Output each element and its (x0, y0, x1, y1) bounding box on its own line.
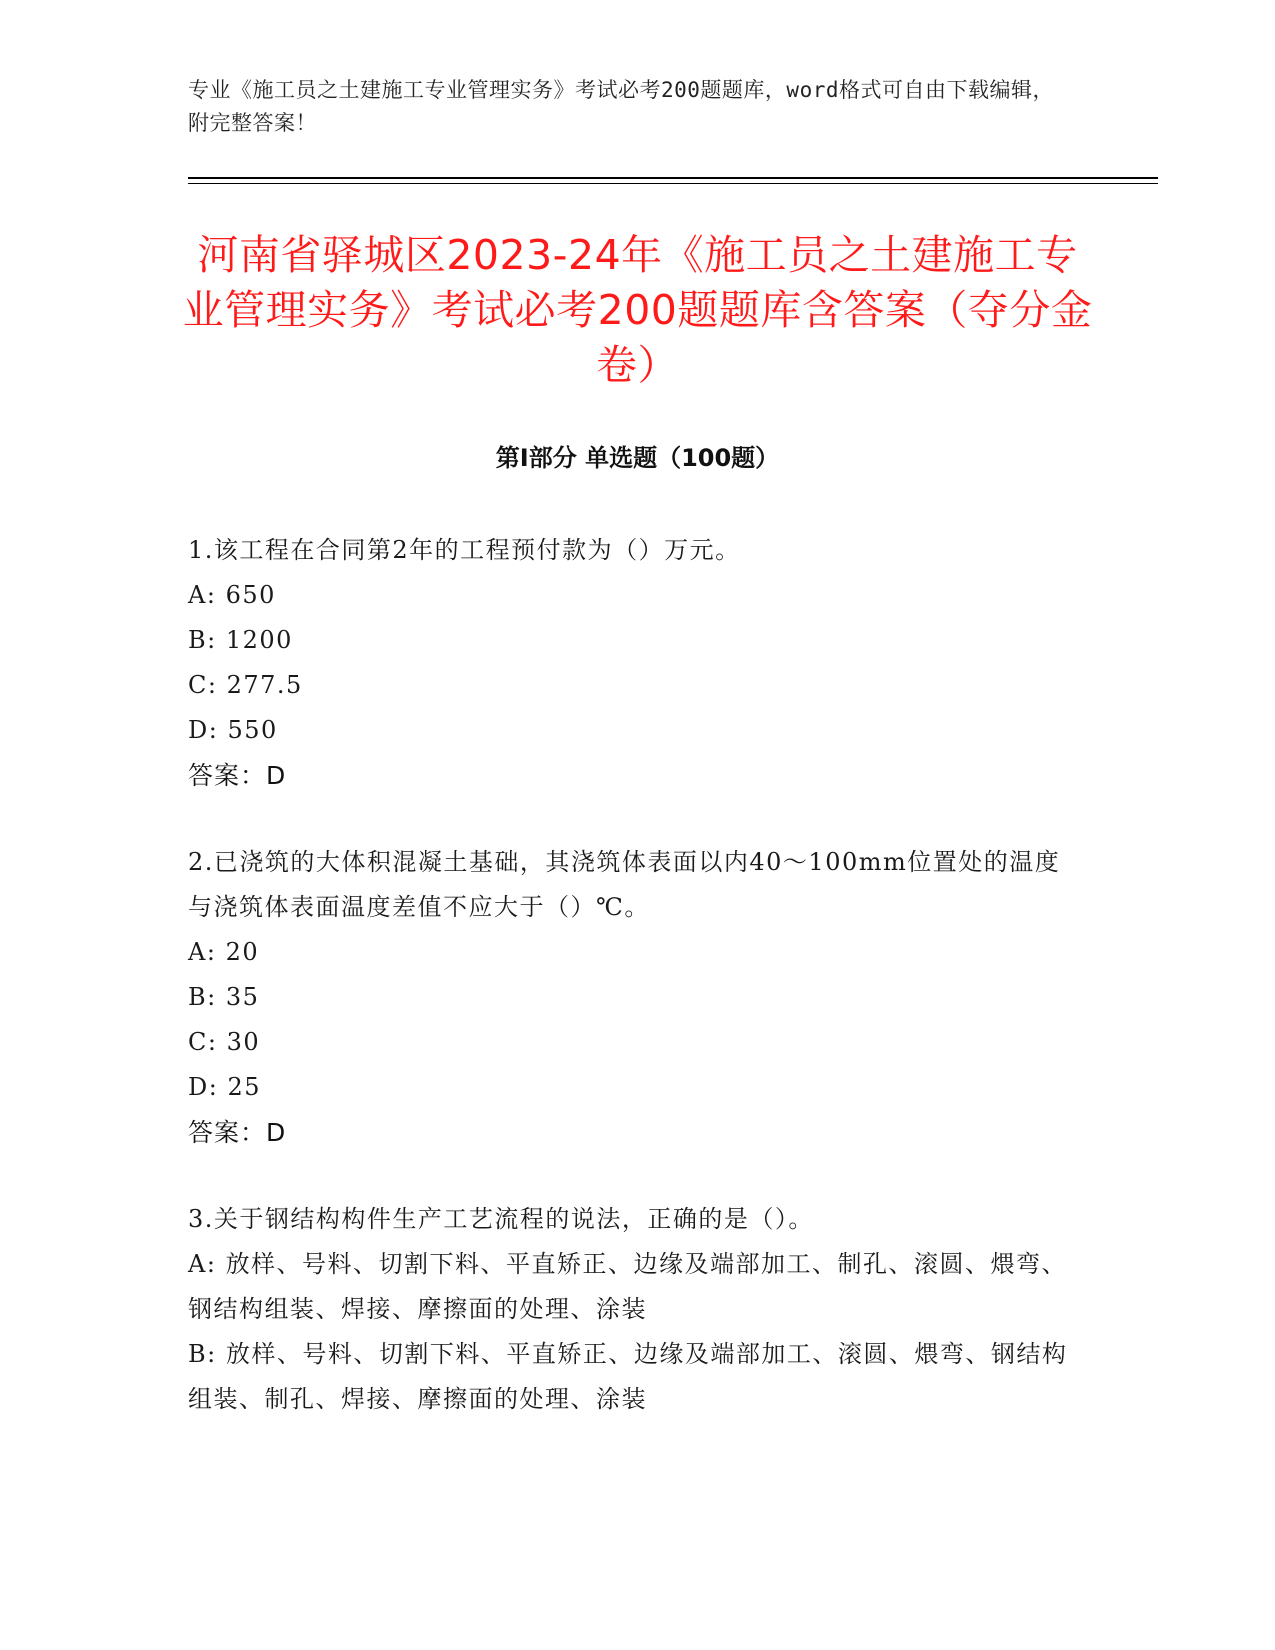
option-letter: C: (188, 671, 218, 699)
option-letter: B: (188, 1340, 217, 1368)
header-note: 专业《施工员之土建施工专业管理实务》考试必考200题题库，word格式可自由下载编辑，附完整答案！ (188, 78, 1054, 135)
document-title: 河南省驿城区2023-24年《施工员之土建施工专业管理实务》考试必考200题题库含答案（夺分金卷） (182, 231, 1093, 389)
option-text: 25 (227, 1073, 262, 1101)
header-divider-thin (188, 183, 1158, 184)
question-stem: 3.关于钢结构构件生产工艺流程的说法，正确的是（）。 (188, 1205, 814, 1233)
header-divider-thick (188, 177, 1158, 179)
option-text: 放样、号料、切割下料、平直矫正、边缘及端部加工、滚圆、煨弯、钢结构组装、制孔、焊接、摩擦面的处理、涂装 (188, 1340, 1068, 1413)
option-letter: D: (188, 716, 219, 744)
option-text: 30 (226, 1028, 261, 1056)
question-3 (188, 1197, 1068, 1422)
option-text: 20 (225, 938, 260, 966)
option-a (188, 1242, 1068, 1332)
option-d (188, 708, 1068, 753)
option-c (188, 663, 1068, 708)
question-answer: 答案：D (188, 761, 287, 790)
question-stem: 2.已浇筑的大体积混凝土基础，其浇筑体表面以内40～100mm位置处的温度与浇筑体表面温度差值不应大于（）℃。 (188, 848, 1061, 921)
option-b (188, 975, 1068, 1020)
option-text: 放样、号料、切割下料、平直矫正、边缘及端部加工、制孔、滚圆、煨弯、钢结构组装、焊接、摩擦面的处理、涂装 (188, 1250, 1068, 1323)
question-list (188, 528, 1068, 1464)
option-text: 35 (225, 983, 260, 1011)
option-letter: A: (188, 938, 217, 966)
option-a (188, 573, 1068, 618)
option-letter: A: (188, 581, 217, 609)
option-text: 277.5 (226, 671, 303, 699)
option-text: 650 (225, 581, 276, 609)
option-text: 1200 (225, 626, 293, 654)
option-b (188, 618, 1068, 663)
option-text: 550 (227, 716, 278, 744)
option-c (188, 1020, 1068, 1065)
option-b (188, 1332, 1068, 1422)
option-d (188, 1065, 1068, 1110)
option-letter: D: (188, 1073, 219, 1101)
option-letter: A: (188, 1250, 217, 1278)
question-2 (188, 840, 1068, 1155)
question-1 (188, 528, 1068, 798)
option-letter: C: (188, 1028, 218, 1056)
section-heading: 第Ⅰ部分 单选题（100题） (495, 444, 780, 472)
question-answer: 答案：D (188, 1118, 287, 1147)
option-letter: B: (188, 983, 217, 1011)
option-letter: B: (188, 626, 217, 654)
option-a (188, 930, 1068, 975)
question-stem: 1.该工程在合同第2年的工程预付款为（）万元。 (188, 536, 741, 564)
